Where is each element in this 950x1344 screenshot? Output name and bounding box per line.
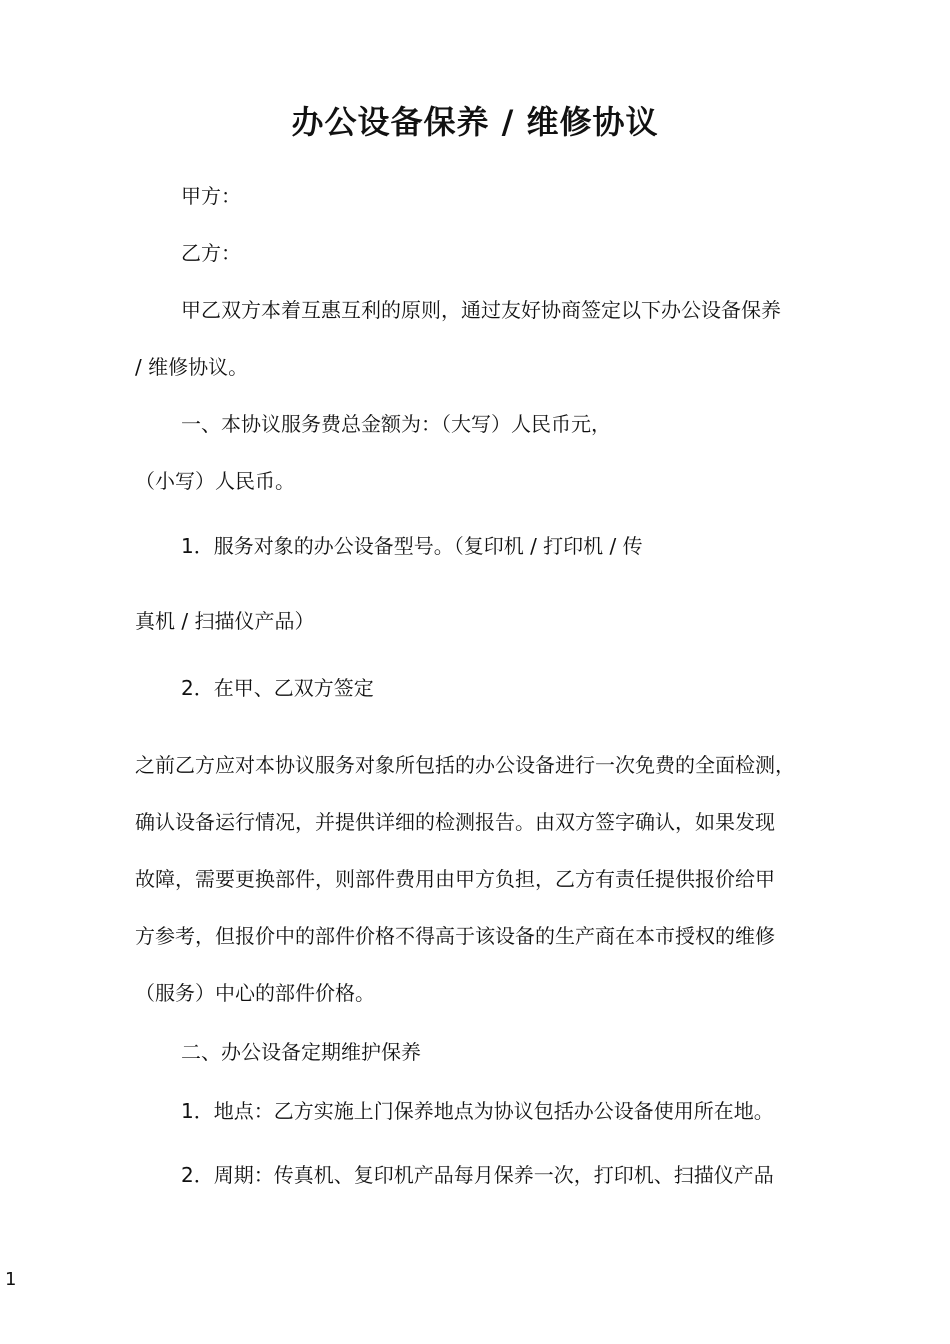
party-a-line: 甲方： [181,184,241,208]
section-two-clause-2: 2．周期：传真机、复印机产品每月保养一次，打印机、扫描仪产品 [181,1163,774,1187]
clause-2-paragraph-line: 之前乙方应对本协议服务对象所包括的办公设备进行一次免费的全面检测， [135,753,795,777]
clause-2-paragraph-line: 方参考，但报价中的部件价格不得高于该设备的生产商在本市授权的维修 [135,924,775,948]
section-one-line: （小写）人民币。 [135,469,295,493]
party-b-line: 乙方： [181,241,241,265]
clause-2-paragraph-line: 确认设备运行情况，并提供详细的检测报告。由双方签字确认，如果发现 [135,810,775,834]
clause-1-line: 真机 / 扫描仪产品） [135,609,315,633]
document-title: 办公设备保养 / 维修协议 [291,103,659,141]
clause-1-line: 1．服务对象的办公设备型号。（复印机 / 打印机 / 传 [181,534,643,558]
clause-2-paragraph-line: 故障，需要更换部件，则部件费用由甲方负担，乙方有责任提供报价给甲 [135,867,775,891]
clause-2-line: 2．在甲、乙双方签定 [181,676,374,700]
section-one-heading: 一、本协议服务费总金额为：（大写）人民币元， [181,412,611,436]
clause-2-paragraph-line: （服务）中心的部件价格。 [135,981,375,1005]
section-two-heading: 二、办公设备定期维护保养 [181,1040,421,1064]
intro-paragraph-line: 甲乙双方本着互惠互利的原则，通过友好协商签定以下办公设备保养 [181,298,781,322]
section-two-clause-1: 1．地点：乙方实施上门保养地点为协议包括办公设备使用所在地。 [181,1099,774,1123]
page-number: 1 [5,1269,17,1290]
intro-paragraph-line: / 维修协议。 [135,355,249,379]
